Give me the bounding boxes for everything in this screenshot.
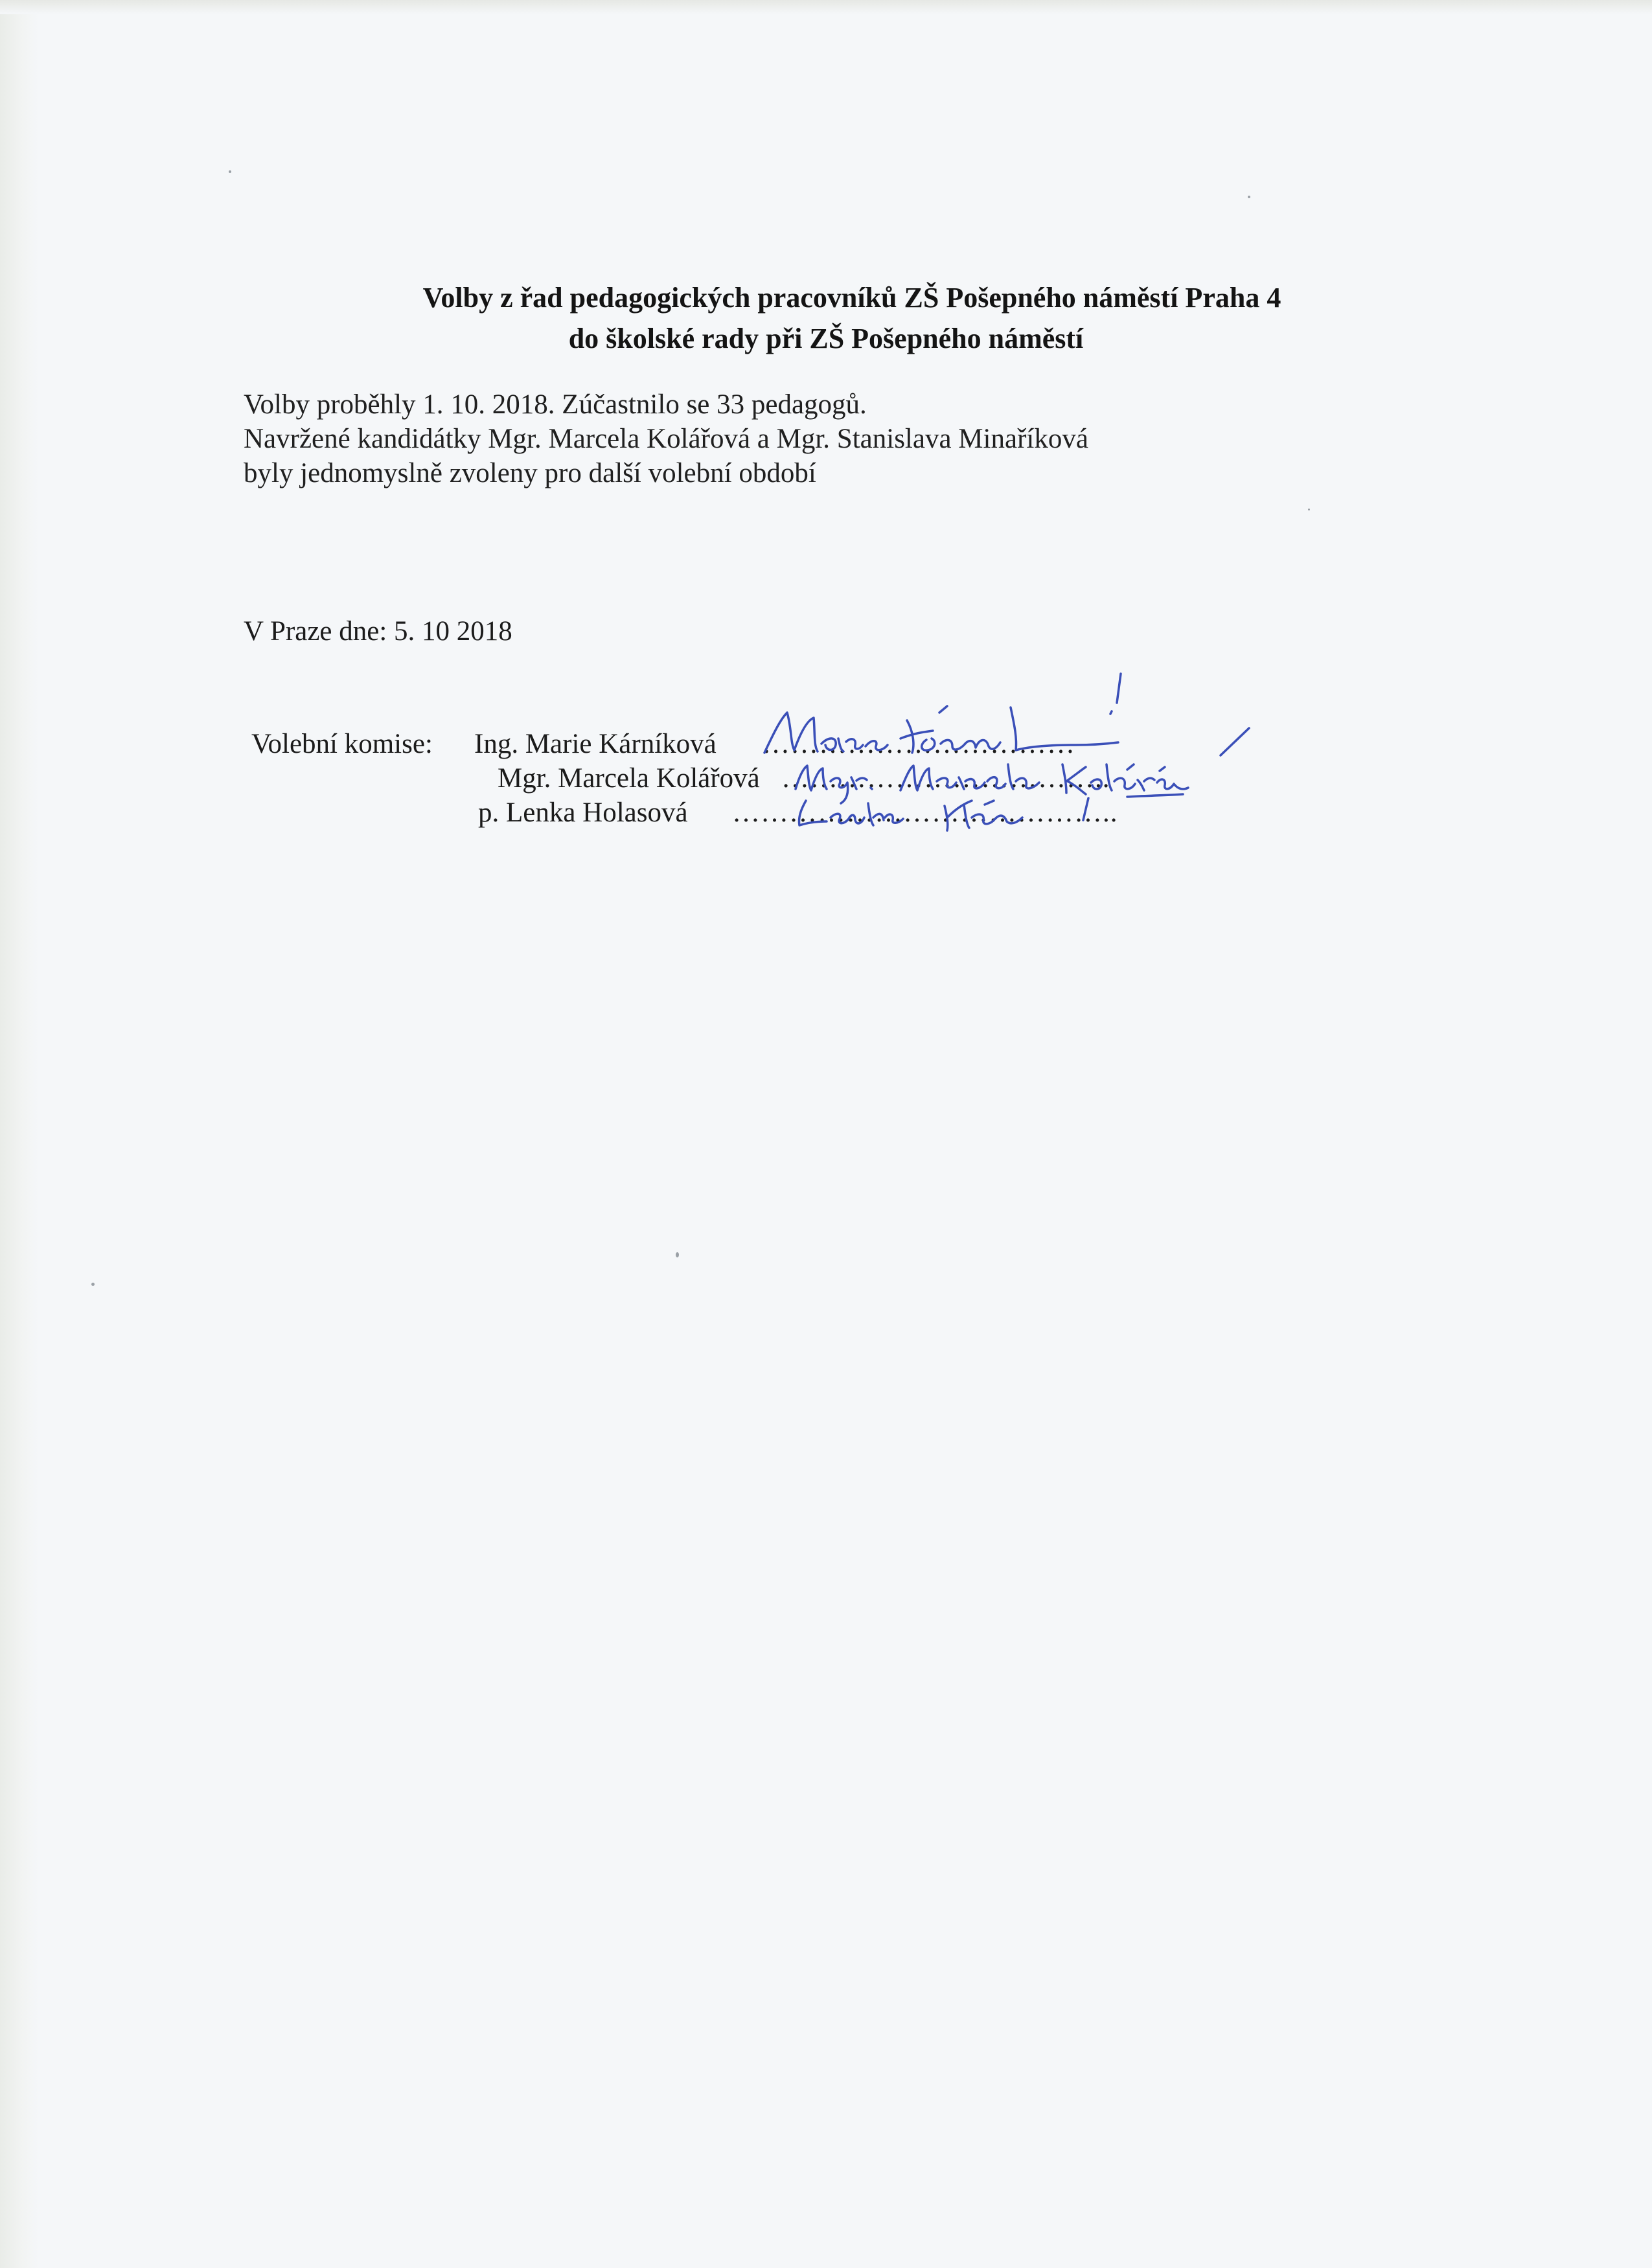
scan-speck xyxy=(676,1252,679,1257)
scan-speck xyxy=(1248,196,1250,198)
scan-speck xyxy=(91,1283,95,1286)
body-line-election-date: Volby proběhly 1. 10. 2018. Zúčastnilo se 33 pedagogů. xyxy=(244,389,867,420)
scan-speck xyxy=(229,170,231,173)
paper-edge-shadow-top xyxy=(0,0,1652,14)
committee-member-2: Mgr. Marcela Kolářová xyxy=(498,763,760,794)
body-line-result: byly jednomyslně zvoleny pro další volební období xyxy=(244,458,816,488)
body-line-candidates: Navržené kandidátky Mgr. Marcela Kolářová a Mgr. Stanislava Minaříková xyxy=(244,424,1088,454)
committee-member-3: p. Lenka Holasová xyxy=(478,797,688,828)
document-title-line-1: Volby z řad pedagogických pracovníků ZŠ Pošepného náměstí Praha 4 xyxy=(422,282,1281,314)
committee-member-1: Ing. Marie Kárníková xyxy=(474,729,717,759)
place-date-line: V Praze dne: 5. 10 2018 xyxy=(244,616,512,647)
document-title-line-2: do školské rady při ZŠ Pošepného náměstí xyxy=(568,323,1084,354)
signature-dotted-line-3: ………………………………….. xyxy=(732,797,1118,828)
signature-dotted-line-1: …………………………… xyxy=(762,729,1075,759)
signature-dotted-line-2: …………………………….. xyxy=(781,763,1110,794)
scan-speck xyxy=(1308,509,1310,510)
committee-label: Volební komise: xyxy=(251,729,433,759)
